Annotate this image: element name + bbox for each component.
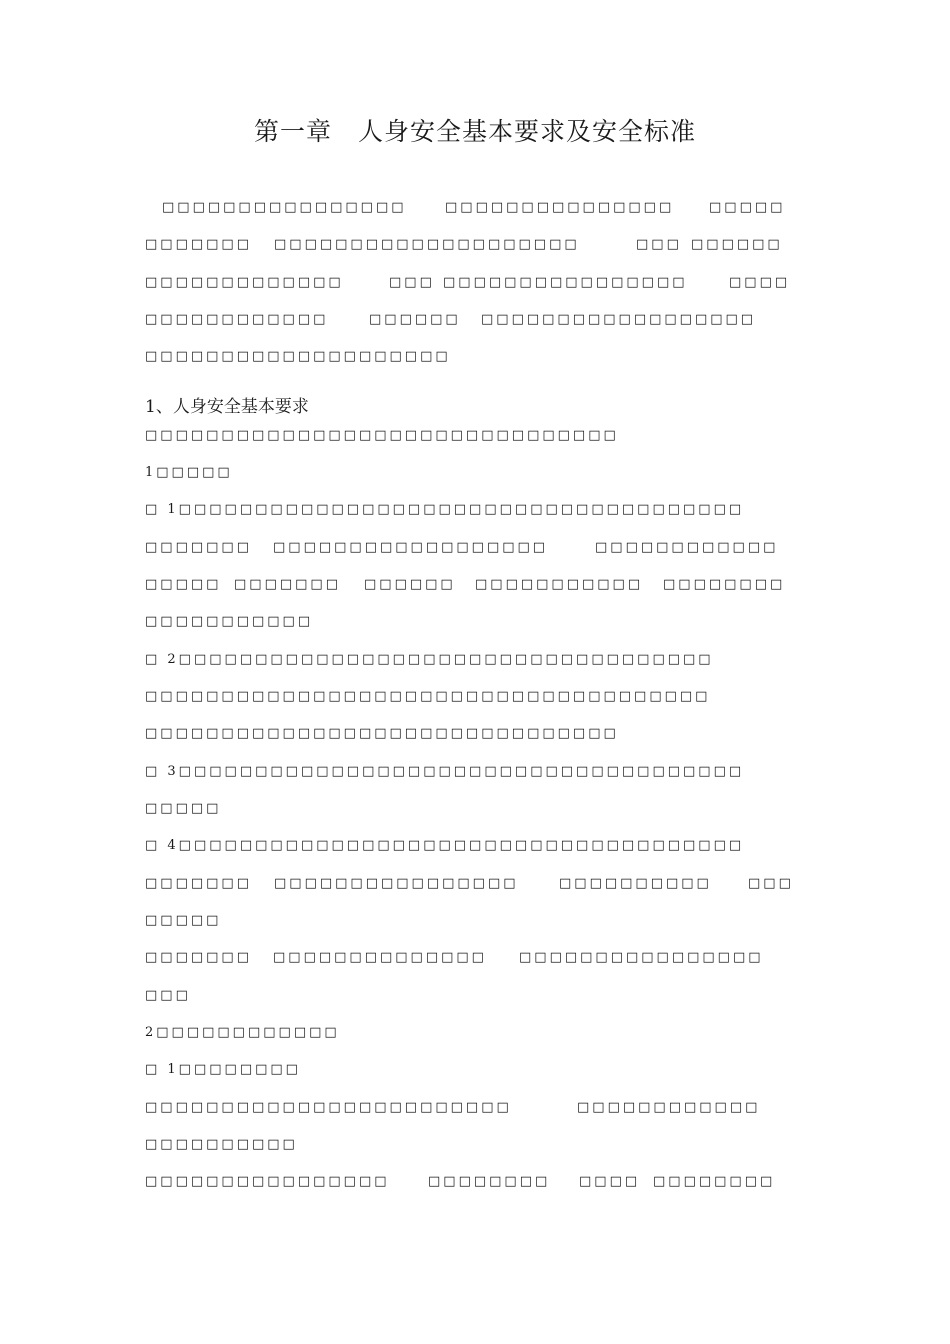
text-segment: □□□□□□□□□□□□□□□□□□□□□□□□ [145, 1100, 512, 1115]
text-segment: □□□□□□□□□□□ [145, 614, 314, 629]
text-segment: □□□□□ [145, 801, 222, 816]
text-segment: □□□□□□□□□□□□ [577, 1100, 761, 1115]
text-segment: □□□□□□□□□□□□ [595, 540, 779, 555]
text-line [0, 834, 950, 858]
text-segment: □ 1□□□□□□□□ [145, 1062, 301, 1077]
text-segment: □□□ [389, 275, 435, 290]
text-line [0, 610, 950, 634]
text-line [0, 424, 950, 448]
text-segment: □□□□□□□□□□□□□□□□ [443, 275, 688, 290]
text-segment: □□□□□□□□□□□□ [145, 312, 329, 327]
text-line [0, 498, 950, 522]
text-line [0, 461, 950, 485]
text-segment: □□□□□□□□□□□□□□ [273, 950, 487, 965]
text-segment: □ 2□□□□□□□□□□□□□□□□□□□□□□□□□□□□□□□□□□□ [145, 652, 714, 667]
text-line [0, 345, 950, 369]
text-segment: □□□□□□□□□□ [559, 876, 712, 891]
text-segment: □ 3□□□□□□□□□□□□□□□□□□□□□□□□□□□□□□□□□□□□□ [145, 764, 745, 779]
text-segment: □□□□ [579, 1174, 641, 1189]
text-segment: □□□□□□ [369, 312, 461, 327]
text-segment: □□□ [145, 988, 191, 1003]
text-line [0, 1133, 950, 1157]
text-line [0, 909, 950, 933]
text-segment: □□□ [748, 876, 794, 891]
text-line [0, 1058, 950, 1082]
text-line [0, 536, 950, 560]
text-segment: □□□□□□□□□□□□□□□□ [145, 1174, 390, 1189]
text-segment: □□□ [636, 237, 682, 252]
text-line [0, 648, 950, 672]
text-segment: □□□□□ [145, 577, 222, 592]
chapter-label: 第一章 [253, 117, 332, 146]
section-heading: 1、人身安全基本要求 [145, 397, 309, 417]
text-segment: □□□□□□□□□□□□□□□□□□□□ [145, 349, 451, 364]
text-line [0, 196, 950, 220]
text-segment: 1□□□□□ [145, 465, 233, 480]
text-segment: □□□□□□□□ [663, 577, 786, 592]
text-line [0, 233, 950, 257]
text-line [0, 760, 950, 784]
text-segment: □□□□□□□□□□□□□□□□□□□□□□□□□□□□□□□□□□□□□ [145, 689, 711, 704]
text-segment: □□□□□□□□□□ [145, 1137, 298, 1152]
text-segment: □□□□□□□□□□□□□□□□□□□□□□□□□□□□□□□ [145, 428, 619, 443]
text-line [0, 1096, 950, 1120]
text-line [0, 573, 950, 597]
text-line [0, 685, 950, 709]
text-line [0, 271, 950, 295]
text-segment: □ 4□□□□□□□□□□□□□□□□□□□□□□□□□□□□□□□□□□□□□ [145, 838, 745, 853]
text-segment: □□□□□□□□ [653, 1174, 776, 1189]
text-segment: □□□□ [729, 275, 791, 290]
text-segment: □□□□□□□□ [428, 1174, 551, 1189]
page-title [0, 112, 950, 148]
text-segment: □□□□□□□□□□□□□□□ [445, 200, 675, 215]
text-segment: □□□□□□□ [234, 577, 341, 592]
text-line [0, 797, 950, 821]
text-segment: □□□□□□□□□□□□□ [145, 275, 344, 290]
text-segment: □□□□□ [145, 913, 222, 928]
text-segment: □□□□□□□ [145, 237, 252, 252]
text-segment: □ 1□□□□□□□□□□□□□□□□□□□□□□□□□□□□□□□□□□□□□ [145, 502, 745, 517]
text-segment: □□□□□□ [364, 577, 456, 592]
text-line [0, 308, 950, 332]
text-segment: □□□□□□ [691, 237, 783, 252]
text-segment: □□□□□□□□□□□□□□□□□□□□ [274, 237, 580, 252]
text-segment: □□□□□□□□□□□□□□□□□□□□□□□□□□□□□□□ [145, 726, 619, 741]
text-segment: □□□□□□□□□□□□□□□□□□ [273, 540, 549, 555]
text-segment: □□□□□□□□□□□□□□□□ [162, 200, 407, 215]
text-segment: □□□□□□□□□□□□□□□□ [274, 876, 519, 891]
text-segment: □□□□□□□ [145, 950, 252, 965]
text-line [0, 722, 950, 746]
text-line [0, 1170, 950, 1194]
text-line [0, 872, 950, 896]
text-segment: □□□□□□□□□□□ [475, 577, 644, 592]
text-line [0, 984, 950, 1008]
text-line [0, 946, 950, 970]
text-segment: □□□□□ [709, 200, 786, 215]
chapter-title: 人身安全基本要求及安全标准 [358, 117, 697, 146]
text-line [0, 1021, 950, 1045]
text-segment: □□□□□□□ [145, 540, 252, 555]
text-segment: □□□□□□□□□□□□□□□□ [519, 950, 764, 965]
text-segment: □□□□□□□ [145, 876, 252, 891]
text-segment: 2□□□□□□□□□□□□ [145, 1025, 340, 1040]
text-segment: □□□□□□□□□□□□□□□□□□ [481, 312, 757, 327]
